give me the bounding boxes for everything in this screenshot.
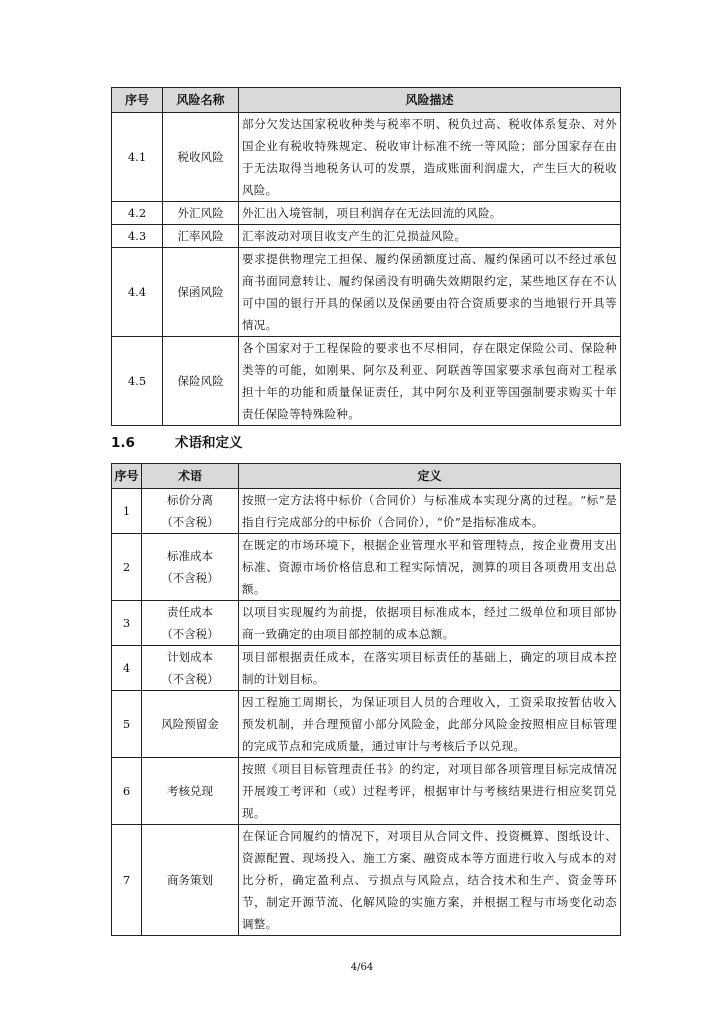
- row-risk-name: 保险风险: [163, 337, 239, 426]
- row-risk-name: 保函风险: [163, 248, 239, 337]
- row-risk-name: 外汇风险: [163, 202, 239, 225]
- row-term: 商务策划: [142, 825, 239, 936]
- row-term: [142, 646, 239, 691]
- table-row: [112, 337, 621, 426]
- table-row: [112, 202, 621, 225]
- row-risk-name: 汇率风险: [163, 225, 239, 248]
- header-definition: 定义: [239, 464, 621, 489]
- row-risk-name: 税收风险: [163, 113, 239, 202]
- row-no: 4.3: [112, 225, 163, 248]
- row-no: 3: [112, 601, 142, 646]
- header-risk-name: 风险名称: [163, 88, 239, 113]
- row-no: 4: [112, 646, 142, 691]
- table-row: [112, 248, 621, 337]
- section-title: 术语和定义: [175, 435, 243, 451]
- row-definition: 在既定的市场环境下，根据企业管理水平和管理特点，按企业费用支出标准、资源市场价格信息和工程实际情况，测算的项目各项费用支出总额。: [239, 534, 621, 601]
- header-no: 序号: [112, 464, 142, 489]
- row-definition: 按照一定方法将中标价（合同价）与标准成本实现分离的过程。“标”是指自行完成部分的中标价（合同价），“价”是指标准成本。: [239, 489, 621, 534]
- table-row: [112, 225, 621, 248]
- term-name: 责任成本: [167, 605, 213, 619]
- table-row: [112, 489, 621, 534]
- row-risk-desc: 部分欠发达国家税收种类与税率不明、税负过高、税收体系复杂、对外国企业有税收特殊规定、税收审计标准不统一等风险；部分国家存在由于无法取得当地税务认可的发票，造成账面利润虚大，产生巨大的税收风险。: [239, 113, 621, 202]
- row-no: 4.1: [112, 113, 163, 202]
- table-row: [112, 691, 621, 758]
- table-row: [112, 646, 621, 691]
- table-row: [112, 534, 621, 601]
- risk-table-header: [112, 88, 621, 113]
- row-no: 2: [112, 534, 142, 601]
- term-note: （不含税）: [161, 515, 219, 529]
- row-no: 5: [112, 691, 142, 758]
- row-risk-desc: 要求提供物理完工担保、履约保函额度过高、履约保函可以不经过承包商书面同意转让、履约保函没有明确失效期限约定，某些地区存在不认可中国的银行开具的保函以及保函要由符合资质要求的当地银行开具等情况。: [239, 248, 621, 337]
- row-definition: 项目部根据责任成本，在落实项目标责任的基础上，确定的项目成本控制的计划目标。: [239, 646, 621, 691]
- row-term: 考核兑现: [142, 758, 239, 825]
- row-risk-desc: 外汇出入境管制，项目利润存在无法回流的风险。: [239, 202, 621, 225]
- terms-table: [111, 463, 621, 936]
- row-no: 4.4: [112, 248, 163, 337]
- row-term: [142, 601, 239, 646]
- row-definition: 按照《项目目标管理责任书》的约定，对项目部各项管理目标完成情况开展竣工考评和（或）过程考评，根据审计与考核结果进行相应奖罚兑现。: [239, 758, 621, 825]
- row-definition: 以项目实现履约为前提，依据项目标准成本，经过二级单位和项目部协商一致确定的由项目部控制的成本总额。: [239, 601, 621, 646]
- header-no: 序号: [112, 88, 163, 113]
- term-note: （不含税）: [161, 627, 219, 641]
- term-name: 计划成本: [167, 650, 213, 664]
- page-number: 4/64: [350, 962, 374, 973]
- terms-table-header: [112, 464, 621, 489]
- row-no: 4.2: [112, 202, 163, 225]
- header-term: 术语: [142, 464, 239, 489]
- header-risk-desc: 风险描述: [239, 88, 621, 113]
- row-risk-desc: 各个国家对于工程保险的要求也不尽相同，存在限定保险公司、保险种类等的可能，如刚果、阿尔及利亚、阿联酋等国家要求承包商对工程承担十年的功能和质量保证责任，其中阿尔及利亚等国强制要求购买十年责任保险等特殊险种。: [239, 337, 621, 426]
- row-term: [142, 489, 239, 534]
- row-definition: 在保证合同履约的情况下，对项目从合同文件、投资概算、图纸设计、资源配置、现场投入、施工方案、融资成本等方面进行收入与成本的对比分析，确定盈利点、亏损点与风险点，结合技术和生产、资金等环节，制定开源节流、化解风险的实施方案，并根据工程与市场变化动态调整。: [239, 825, 621, 936]
- term-name: 标价分离: [167, 493, 213, 507]
- row-no: 6: [112, 758, 142, 825]
- row-term: [142, 534, 239, 601]
- term-note: （不含税）: [161, 672, 219, 686]
- row-no: 1: [112, 489, 142, 534]
- row-no: 7: [112, 825, 142, 936]
- table-row: [112, 758, 621, 825]
- risk-table: [111, 87, 621, 426]
- row-term: 风险预留金: [142, 691, 239, 758]
- table-row: [112, 825, 621, 936]
- table-row: [112, 601, 621, 646]
- row-no: 4.5: [112, 337, 163, 426]
- section-heading: [111, 431, 243, 451]
- term-note: （不含税）: [161, 571, 219, 585]
- section-number: 1.6: [111, 435, 135, 451]
- row-definition: 因工程施工周期长，为保证项目人员的合理收入，工资采取按暂估收入预发机制，并合理预留小部分风险金，此部分风险金按照相应目标管理的完成节点和完成质量，通过审计与考核后予以兑现。: [239, 691, 621, 758]
- row-risk-desc: 汇率波动对项目收支产生的汇兑损益风险。: [239, 225, 621, 248]
- table-row: [112, 113, 621, 202]
- term-name: 标准成本: [167, 549, 213, 563]
